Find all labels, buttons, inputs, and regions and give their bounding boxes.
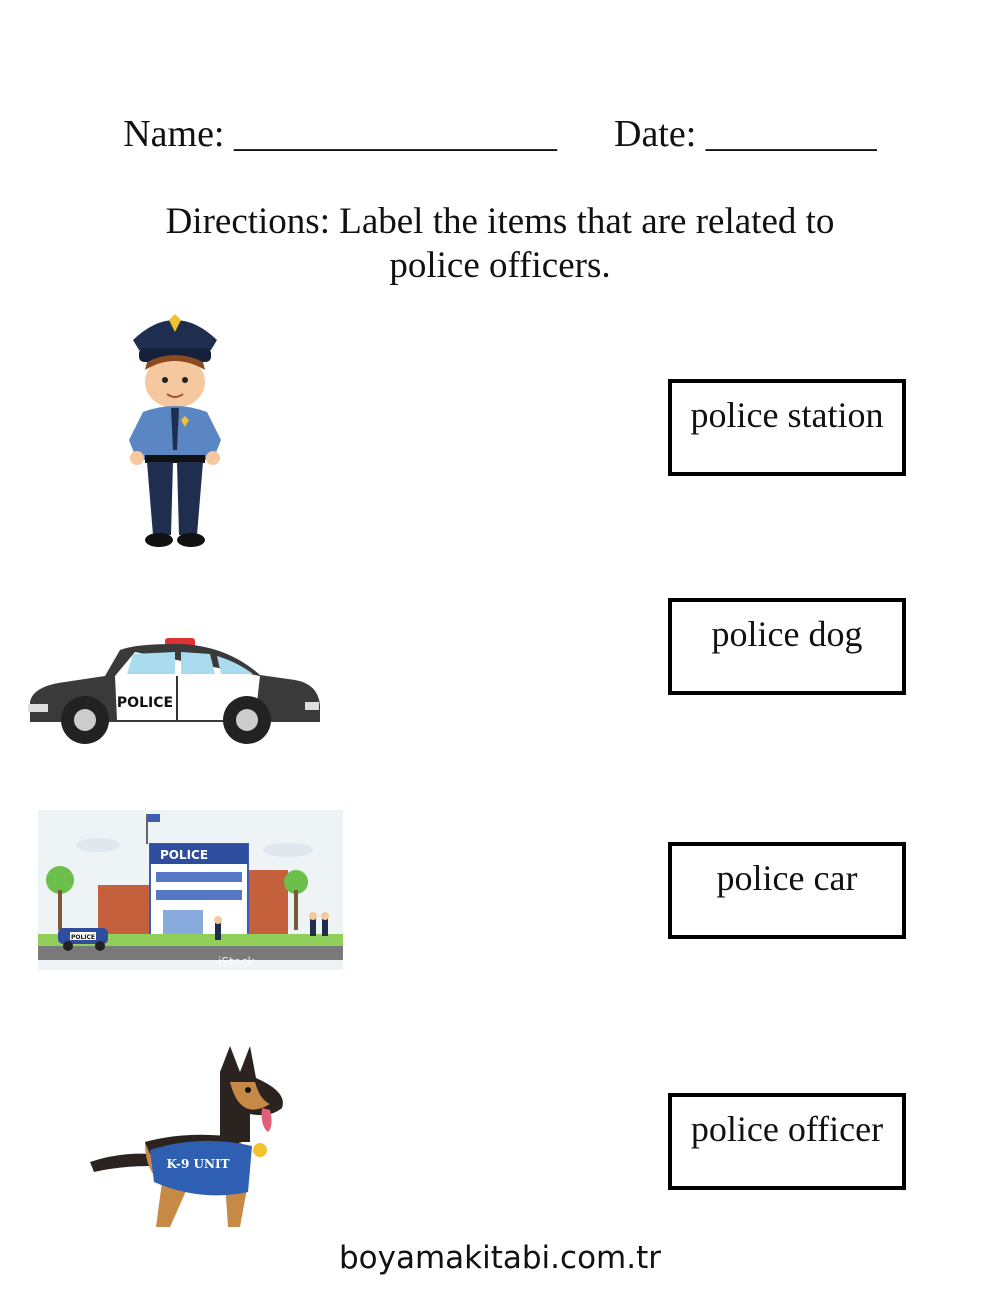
label-police-car[interactable]: police car <box>668 842 906 939</box>
date-label: Date: <box>614 113 697 155</box>
police-station-illustration <box>38 810 343 970</box>
label-police-officer[interactable]: police officer <box>668 1093 906 1190</box>
dog-vest-text: K-9 UNIT <box>166 1157 230 1171</box>
directions-line-1: Directions: Label the items that are related to <box>165 201 835 242</box>
station-sign-text: POLICE <box>159 848 209 862</box>
name-label: Name: <box>123 113 225 155</box>
footer-site: boyamakitabi.com.tr <box>338 1240 661 1276</box>
car-door-text: POLICE <box>116 695 174 711</box>
label-police-dog[interactable]: police dog <box>668 598 906 695</box>
directions-line-2: police officers. <box>389 245 611 286</box>
station-watermark: iStock <box>218 955 255 969</box>
station-car-text: POLICE <box>70 934 96 941</box>
police-dog-illustration <box>90 1042 290 1232</box>
directions <box>100 200 900 288</box>
label-police-station[interactable]: police station <box>668 379 906 476</box>
name-blank[interactable]: _________________ <box>234 113 557 155</box>
date-blank[interactable]: _________ <box>705 113 877 155</box>
name-date-row <box>0 112 1000 156</box>
police-car-illustration <box>25 630 325 750</box>
police-officer-illustration <box>115 300 235 550</box>
